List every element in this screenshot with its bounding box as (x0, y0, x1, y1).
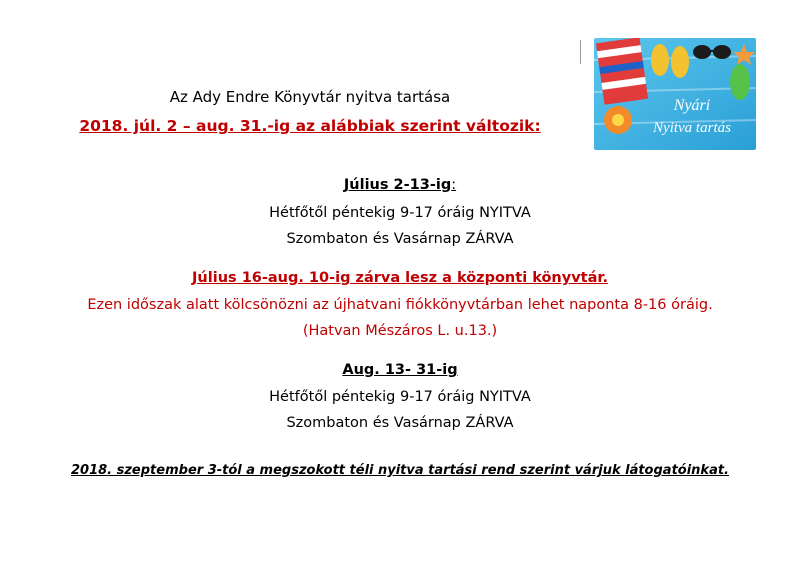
period1-weekend: Szombaton és Vasárnap ZÁRVA (286, 231, 514, 247)
change-notice: 2018. júl. 2 – aug. 31.-ig az alábbiak szerint változik: (79, 117, 541, 135)
banner-text-line2: Nyitva tartás (653, 120, 731, 136)
period3-weekend: Szombaton és Vasárnap ZÁRVA (286, 415, 514, 431)
header-divider (580, 40, 581, 64)
period1-heading: Július 2-13-ig (343, 177, 452, 193)
period1-heading-suffix: : (451, 177, 457, 193)
library-hours-title: Az Ady Endre Könyvtár nyitva tartása (169, 88, 451, 106)
banner-text-line1: Nyári (673, 97, 711, 114)
flip-flop-icon (651, 44, 669, 76)
period1-weekdays: Hétfőtől péntekig 9-17 óráig NYITVA (269, 205, 531, 221)
period3-heading: Aug. 13- 31-ig (342, 362, 458, 378)
period3-weekdays: Hétfőtől péntekig 9-17 óráig NYITVA (269, 389, 531, 405)
period2-line1: Ezen időszak alatt kölcsönözni az újhatvani fiókkönyvtárban lehet naponta 8-16 óráig. (87, 297, 713, 313)
period1-heading-row (0, 177, 800, 193)
period2-line2: (Hatvan Mészáros L. u.13.) (302, 323, 498, 339)
footer-notice: 2018. szeptember 3-tól a megszokott téli nyitva tartási rend szerint várjuk látogatóinkat. (70, 463, 729, 478)
period2-heading: Július 16-aug. 10-ig zárva lesz a központi könyvtár. (192, 270, 608, 286)
